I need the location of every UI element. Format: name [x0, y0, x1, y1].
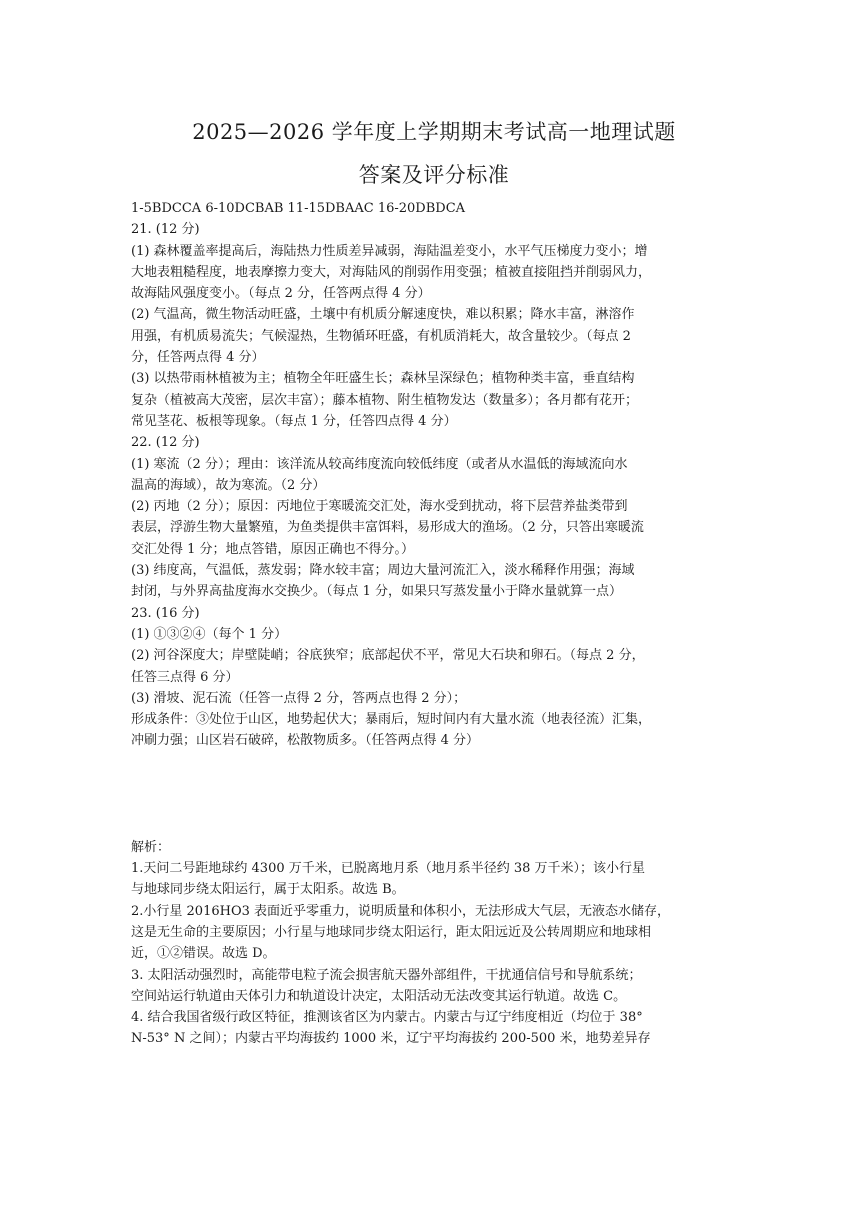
text-line: 常见茎花、板根等现象。（每点 1 分，任答四点得 4 分） — [131, 413, 457, 429]
text-line: (3) 以热带雨林植被为主；植物全年旺盛生长；森林呈深绿色；植物种类丰富，垂直结构 — [131, 371, 635, 387]
text-line: 2.小行星 2016HO3 表面近乎零重力，说明质量和体积小，无法形成大气层，无液态水储存， — [131, 903, 671, 919]
text-line: 4. 结合我国省级行政区特征，推测该省区为内蒙古。内蒙古与辽宁纬度相近（均位于 38° — [131, 1010, 643, 1026]
text-line: 22. (12 分) — [131, 435, 200, 451]
text-line: 冲刷力强；山区岩石破碎，松散物质多。（任答两点得 4 分） — [131, 733, 480, 749]
answer-body — [131, 198, 741, 1050]
text-line: 与地球同步绕太阳运行，属于太阳系。故选 B。 — [131, 882, 405, 898]
text-line: 交汇处得 1 分；地点答错，原因正确也不得分。） — [131, 541, 415, 557]
text-line: (3) 滑坡、泥石流（任答一点得 2 分，答两点也得 2 分）； — [131, 690, 467, 706]
text-line: (2) 气温高，微生物活动旺盛，土壤中有机质分解速度快，难以积累；降水丰富，淋溶作 — [131, 307, 635, 323]
section-gap — [131, 752, 741, 837]
analysis-heading: 解析： — [131, 839, 171, 855]
text-line: 表层，浮游生物大量繁殖，为鱼类提供丰富饵料，易形成大的渔场。（2 分，只答出寒暖流 — [131, 520, 644, 536]
text-line: (2) 河谷深度大；岸壁陡峭；谷底狭窄；底部起伏不平，常见大石块和卵石。（每点 2 分， — [131, 648, 645, 664]
text-line: 任答三点得 6 分） — [131, 669, 239, 685]
text-line: 封闭，与外界高盐度海水交换少。（每点 1 分，如果只写蒸发量小于降水量就算一点） — [131, 584, 623, 600]
document-title: 2025—2026 学年度上学期期末考试高一地理试题 — [192, 120, 676, 144]
text-line: 用强，有机质易流失；气候湿热，生物循环旺盛，有机质消耗大，故含量较少。（每点 2 — [131, 328, 631, 344]
text-line: 近，①②错误。故选 D。 — [131, 946, 276, 962]
text-line: 空间站运行轨道由天体引力和轨道设计决定，太阳活动无法改变其运行轨道。故选 C。 — [131, 988, 627, 1004]
text-line: 23. (16 分) — [131, 605, 200, 621]
text-line: 21. (12 分) — [131, 222, 200, 238]
text-line: 温高的海域），故为寒流。（2 分） — [131, 477, 326, 493]
text-line: 3. 太阳活动强烈时，高能带电粒子流会损害航天器外部组件，干扰通信信号和导航系统； — [131, 967, 642, 983]
text-line: N-53° N 之间）；内蒙古平均海拔约 1000 米，辽宁平均海拔约 200-500 米，地势差异存 — [131, 1031, 651, 1047]
text-line: (2) 丙地（2 分）；原因：丙地位于寒暖流交汇处，海水受到扰动，将下层营养盐类带到 — [131, 499, 628, 515]
text-line: 故海陆风强度变小。（每点 2 分，任答两点得 4 分） — [131, 286, 431, 302]
text-line: 1.天问二号距地球约 4300 万千米，已脱离地月系（地月系半径约 38 万千米）；该小行星 — [131, 861, 646, 877]
text-line: 复杂（植被高大茂密，层次丰富）；藤本植物、附生植物发达（数量多）；各月都有花开； — [131, 392, 639, 408]
text-line: 分，任答两点得 4 分） — [131, 350, 265, 366]
text-line: 大地表粗糙程度，地表摩擦力变大，对海陆风的削弱作用变强；植被直接阻挡并削弱风力， — [131, 264, 652, 280]
text-line: (1) 寒流（2 分）；理由：该洋流从较高纬度流向较低纬度（或者从水温低的海域流向水 — [131, 456, 628, 472]
text-line: (3) 纬度高，气温低，蒸发弱；降水较丰富；周边大量河流汇入，淡水稀释作用强；海域 — [131, 563, 635, 579]
text-line: 形成条件：③处位于山区，地势起伏大；暴雨后，短时间内有大量水流（地表径流）汇集， — [131, 712, 652, 728]
text-line: 1-5BDCCA 6-10DCBAB 11-15DBAAC 16-20DBDCA — [131, 201, 466, 216]
text-line: 这是无生命的主要原因；小行星与地球同步绕太阳运行，距太阳远近及公转周期应和地球相 — [131, 924, 652, 940]
text-line: (1) 森林覆盖率提高后，海陆热力性质差异减弱，海陆温差变小，水平气压梯度力变小；增 — [131, 243, 648, 259]
text-line: (1) ①③②④（每个 1 分） — [131, 626, 288, 642]
document-subtitle: 答案及评分标准 — [358, 163, 510, 187]
